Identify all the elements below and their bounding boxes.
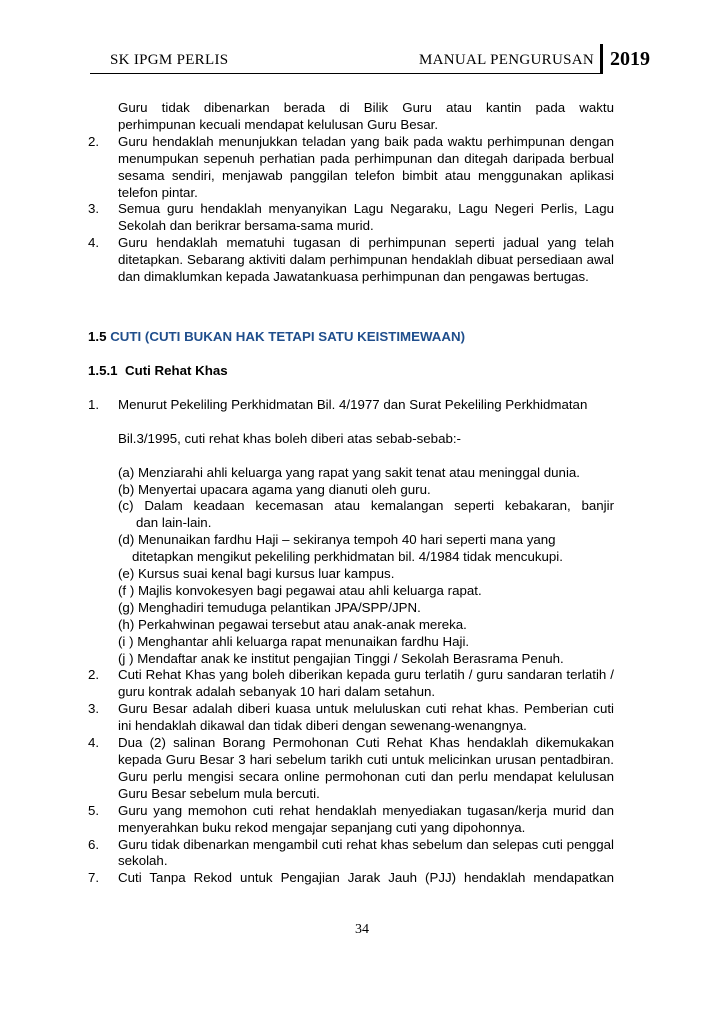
section-heading <box>88 329 614 346</box>
header-year: 2019 <box>610 48 650 70</box>
continuation-line: perhimpunan kecuali mendapat kelulusan Guru Besar. <box>118 116 439 132</box>
subsection-heading <box>88 363 614 380</box>
list-number: 3. <box>88 201 100 217</box>
list-number: 4. <box>88 235 100 251</box>
continuation-line: Guru tidak dibenarkan berada di Bilik Guru atau kantin pada waktu <box>118 100 614 115</box>
section-title: CUTI (CUTI BUKAN HAK TETAPI SATU KEISTIMEWAAN) <box>110 328 466 344</box>
sub-item: (f ) Majlis konvokesyen bagi pegawai atau ahli keluarga rapat. <box>118 582 482 598</box>
list-item <box>88 870 614 887</box>
list-item <box>88 134 614 202</box>
sub-item: (c) Dalam keadaan kecemasan atau kemalangan seperti kebakaran, banjir <box>118 498 614 514</box>
list-text: Semua guru hendaklah menyanyikan Lagu Negaraku, Lagu Negeri Perlis, Lagu Sekolah dan berikrar bersama-sama murid. <box>118 201 614 234</box>
list-item <box>88 837 614 871</box>
list-text: Guru yang memohon cuti rehat hendaklah menyediakan tugasan/kerja murid dan menyerahkan buku rekod mengajar sepanjang cuti yang dipohonnya. <box>118 802 614 835</box>
list-text: Dua (2) salinan Borang Permohonan Cuti Rehat Khas hendaklah dikemukakan kepada Guru Besar 3 hari sebelum tarikh cuti untuk melicinkan urusan pentadbiran. Guru perlu mengisi secara online permohonan cuti dan perlu mendapat kelulusan Guru Besar sebelum mula bercuti. <box>118 735 614 801</box>
page-body <box>88 100 614 887</box>
header-divider <box>600 44 603 74</box>
list-text: Menurut Pekeliling Perkhidmatan Bil. 4/1977 dan Surat Pekeliling Perkhidmatan <box>118 396 588 412</box>
subsection-number: 1.5.1 <box>88 362 118 378</box>
list-text: Guru hendaklah menunjukkan teladan yang baik pada waktu perhimpunan dengan menumpukan sepenuh perhatian pada perhimpunan dan ditegah daripada berbual sesama sendiri, menjawab panggilan telefon bimbit atau menggunakan aplikasi telefon pintar. <box>118 133 614 200</box>
list-item <box>88 735 614 803</box>
sub-item: (j ) Mendaftar anak ke institut pengajian Tinggi / Sekolah Berasrama Penuh. <box>118 650 564 666</box>
list-number: 2. <box>88 133 100 149</box>
header-manual-title: MANUAL PENGURUSAN <box>419 52 594 68</box>
list-item <box>88 235 614 286</box>
list-number: 4. <box>88 735 100 751</box>
sub-item: (a) Menziarahi ahli keluarga yang rapat yang sakit tenat atau meninggal dunia. <box>118 464 580 480</box>
list-text: Guru tidak dibenarkan mengambil cuti rehat khas sebelum dan selepas cuti penggal sekolah. <box>118 836 614 869</box>
list-text: Cuti Rehat Khas yang boleh diberikan kepada guru terlatih / guru sandaran terlatih / guru kontrak adalah sebanyak 10 hari dalam setahun. <box>118 667 614 700</box>
list-item <box>88 701 614 735</box>
list-number: 1. <box>88 396 100 412</box>
paragraph: Bil.3/1995, cuti rehat khas boleh diberi atas sebab-sebab:- <box>118 430 461 446</box>
header-school-name: SK IPGM PERLIS <box>110 52 229 68</box>
sub-item-continuation: dan lain-lain. <box>136 515 212 531</box>
list-number: 7. <box>88 870 100 886</box>
sub-item: (g) Menghadiri temuduga pelantikan JPA/SPP/JPN. <box>118 599 421 615</box>
list-text: Guru Besar adalah diberi kuasa untuk meluluskan cuti rehat khas. Pemberian cuti ini hendaklah dikawal dan tidak diberi dengan sewenang-wenangnya. <box>118 701 614 734</box>
sub-item-continuation: ditetapkan mengikut pekeliling perkhidmatan bil. 4/1984 tidak mencukupi. <box>132 549 563 565</box>
list-item <box>88 397 614 414</box>
list-item <box>88 803 614 837</box>
page-header <box>0 42 724 82</box>
list-item <box>88 667 614 701</box>
section-number: 1.5 <box>88 328 107 344</box>
list-text: Cuti Tanpa Rekod untuk Pengajian Jarak Jauh (PJJ) hendaklah mendapatkan <box>118 870 614 886</box>
list-number: 6. <box>88 836 100 852</box>
sub-item: (d) Menunaikan fardhu Haji – sekiranya tempoh 40 hari seperti mana yang <box>118 532 556 548</box>
list-number: 5. <box>88 802 100 818</box>
sub-item: (e) Kursus suai kenal bagi kursus luar kampus. <box>118 566 395 582</box>
list-number: 3. <box>88 701 100 717</box>
header-rule <box>90 73 600 74</box>
sub-item: (i ) Menghantar ahli keluarga rapat menunaikan fardhu Haji. <box>118 633 470 649</box>
sub-item: (h) Perkahwinan pegawai tersebut atau anak-anak mereka. <box>118 616 467 632</box>
page-number: 34 <box>355 922 369 937</box>
sub-item: (b) Menyertai upacara agama yang dianuti oleh guru. <box>118 481 431 497</box>
list-text: Guru hendaklah mematuhi tugasan di perhimpunan seperti jadual yang telah ditetapkan. Sebarang aktiviti dalam perhimpunan hendaklah dibuat persediaan awal dan dimaklumkan kepada Jawatankuasa perhimpunan dan pengawas bertugas. <box>118 235 614 285</box>
list-number: 2. <box>88 667 100 683</box>
subsection-title: Cuti Rehat Khas <box>124 362 228 378</box>
list-item <box>88 201 614 235</box>
